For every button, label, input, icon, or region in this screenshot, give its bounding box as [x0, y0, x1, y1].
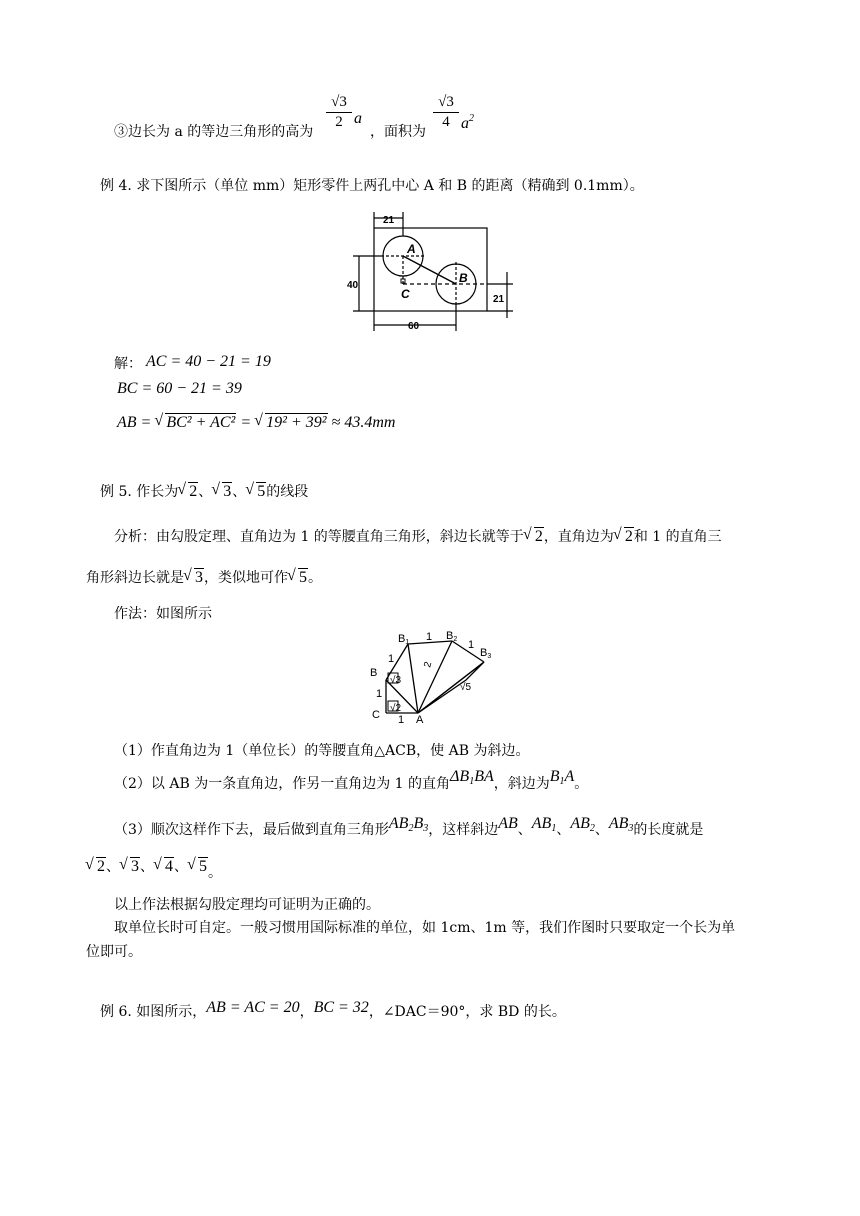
dim-top-label: 21	[383, 215, 395, 226]
area-exponent: 2	[469, 113, 474, 124]
height-frac-num: √3	[331, 94, 347, 110]
hyp-ab2-label: 2	[422, 660, 435, 669]
ex5-note1: 以上作法根据勾股定理均可证明为正确的。	[114, 897, 380, 913]
item3-middle: ，面积为	[370, 124, 426, 140]
ex5-note2-line1: 取单位长时可自定。一般习惯用国际标准的单位，如 1cm、1m 等，我们作图时只要取定一个长为单	[114, 920, 736, 936]
area-fraction	[433, 94, 459, 131]
height-var: a	[354, 110, 362, 127]
point-b-label: B	[459, 271, 468, 285]
side-b2b3-label: 1	[468, 639, 475, 651]
segment-ab2	[418, 641, 452, 713]
height-frac-den: 2	[335, 114, 343, 130]
ex4-line1: AC = 40 − 21 = 19	[146, 353, 271, 370]
label-c: C	[372, 709, 380, 721]
item3-prefix: ③边长为 a 的等边三角形的高为	[114, 124, 314, 140]
side-b1b2-label: 1	[426, 631, 433, 643]
side-bb1-label: 1	[388, 653, 395, 665]
point-a-label: A	[407, 242, 416, 256]
point-c-label: C	[401, 287, 410, 301]
label-b3: B3	[480, 647, 492, 660]
hyp-ab-label: √2	[390, 703, 402, 714]
label-b1: B1	[398, 633, 410, 646]
ex4-solution-label: 解：	[114, 356, 142, 372]
area-frac-num: √3	[438, 94, 454, 110]
radicand-1: BC² + AC²	[166, 414, 236, 431]
ex4-title: 例 4. 求下图所示（单位 mm）矩形零件上两孔中心 A 和 B 的距离（精确到 0.1mm）。	[100, 178, 644, 194]
ex5-analysis-line2: 角形斜边长就是√ 3，类似地可作√ 5。	[86, 569, 322, 587]
label-b2: B2	[446, 630, 458, 643]
height-fraction	[326, 94, 352, 131]
ex4-figure	[345, 206, 515, 336]
label-a: A	[416, 714, 424, 724]
ex5-step2: （2）以 AB 为一条直角边，作另一直角边为 1 的直角$\Delta B_1BA$，斜边为$B_1A$。	[114, 768, 589, 792]
ex5-step3-line2: √ 2、√ 3、√ 4、√ 5。	[86, 858, 222, 876]
hyp-ab3-label: √5	[460, 682, 472, 693]
ex5-step1: （1）作直角边为 1（单位长）的等腰直角△ACB，使 AB 为斜边。	[114, 743, 530, 759]
segment-ab3	[418, 662, 484, 713]
ex5-step3-line1: （3）顺次这样作下去，最后做到直角三角形$AB_2B_3$，这样斜边AB、$AB_1$、$AB_2$、$AB_3$的长度就是	[114, 815, 704, 838]
segment-ab	[403, 256, 456, 284]
side-cb-label: 1	[376, 688, 383, 700]
label-b: B	[370, 667, 378, 679]
dim-left-label: 40	[347, 280, 359, 291]
radicand-2: 19² + 39²	[266, 414, 327, 431]
area-frac-den: 4	[442, 114, 450, 130]
ex6-title: 例 6. 如图所示，AB = AC = 20，BC = 32，∠DAC＝90°，求 BD 的长。	[100, 999, 566, 1020]
ex5-title: 例 5. 作长为√ 2、√ 3、√ 5的线段	[100, 483, 308, 501]
segment-ab1	[408, 644, 418, 713]
dim-bottom-label: 60	[408, 321, 420, 332]
ex4-line3: AB = √ BC² + AC² = √ 19² + 39² ≈ 43.4mm	[117, 414, 395, 432]
side-ca-label: 1	[398, 714, 405, 724]
ex5-method: 作法：如图所示	[114, 606, 212, 622]
ex4-line2: BC = 60 − 21 = 39	[117, 380, 242, 397]
ex5-figure	[368, 628, 498, 724]
area-var: $a^2$	[461, 113, 474, 132]
ex5-analysis-line1: 分析：由勾股定理、直角边为 1 的等腰直角三角形，斜边长就等于√ 2，直角边为√ 2和 1 的直角三	[114, 528, 722, 546]
dim-right-label: 21	[493, 294, 505, 305]
ex5-note2-line2: 位即可。	[86, 944, 142, 960]
hyp-ab1-label: √3	[390, 675, 402, 686]
